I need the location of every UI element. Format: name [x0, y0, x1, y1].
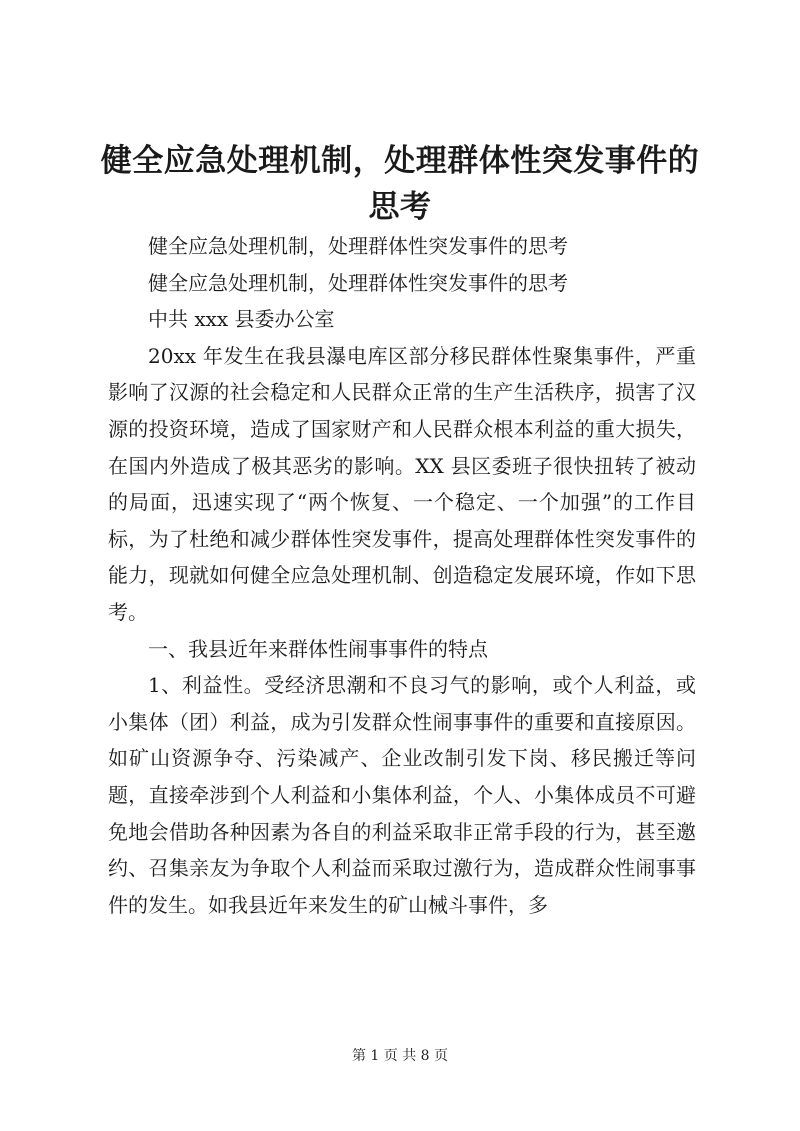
page-footer: 第 1 页 共 8 页: [351, 1048, 449, 1064]
paragraph: 健全应急处理机制，处理群体性突发事件的思考: [148, 234, 568, 258]
paragraph: 中共 xxx 县委办公室: [148, 307, 335, 332]
document-title: 健全应急处理机制，处理群体性突发事件的思考: [100, 143, 700, 225]
paragraph: 健全应急处理机制，处理群体性突发事件的思考: [148, 270, 568, 295]
paragraph: 1、利益性。受经济思潮和不良习气的影响，或个人利益，或小集体（团）利益，成为引发群众性闹事事件的重要和直接原因。如矿山资源争夺、污染减产、企业改制引发下岗、移民搬迁等问题，直接牵涉到个人利益和小集体利益，个人、小集体成员不可避免地会借助各种因素为各自的利益采取非正常手段的行为，甚至邀约、召集亲友为争取个人利益而采取过激行为，造成群众性闹事事件的发生。如我县近年来发生的矿山械斗事件，多: [108, 673, 696, 917]
paragraph: 20xx 年发生在我县瀑电库区部分移民群体性聚集事件，严重影响了汉源的社会稳定和人民群众正常的生产生活秩序，损害了汉源的投资环境，造成了国家财产和人民群众根本利益的重大损失，在国内外造成了极其恶劣的影响。XX 县区委班子很快扭转了被动的局面，迅速实现了“两个恢复、一个稳定、一个加强”的工作目标，为了杜绝和减少群体性突发事件，提高处理群体性突发事件的能力，现就如何健全应急处理机制、创造稳定发展环境，作如下思考。: [108, 343, 696, 624]
section-heading: 一、我县近年来群体性闹事事件的特点: [148, 636, 488, 661]
document-body: [108, 228, 696, 923]
